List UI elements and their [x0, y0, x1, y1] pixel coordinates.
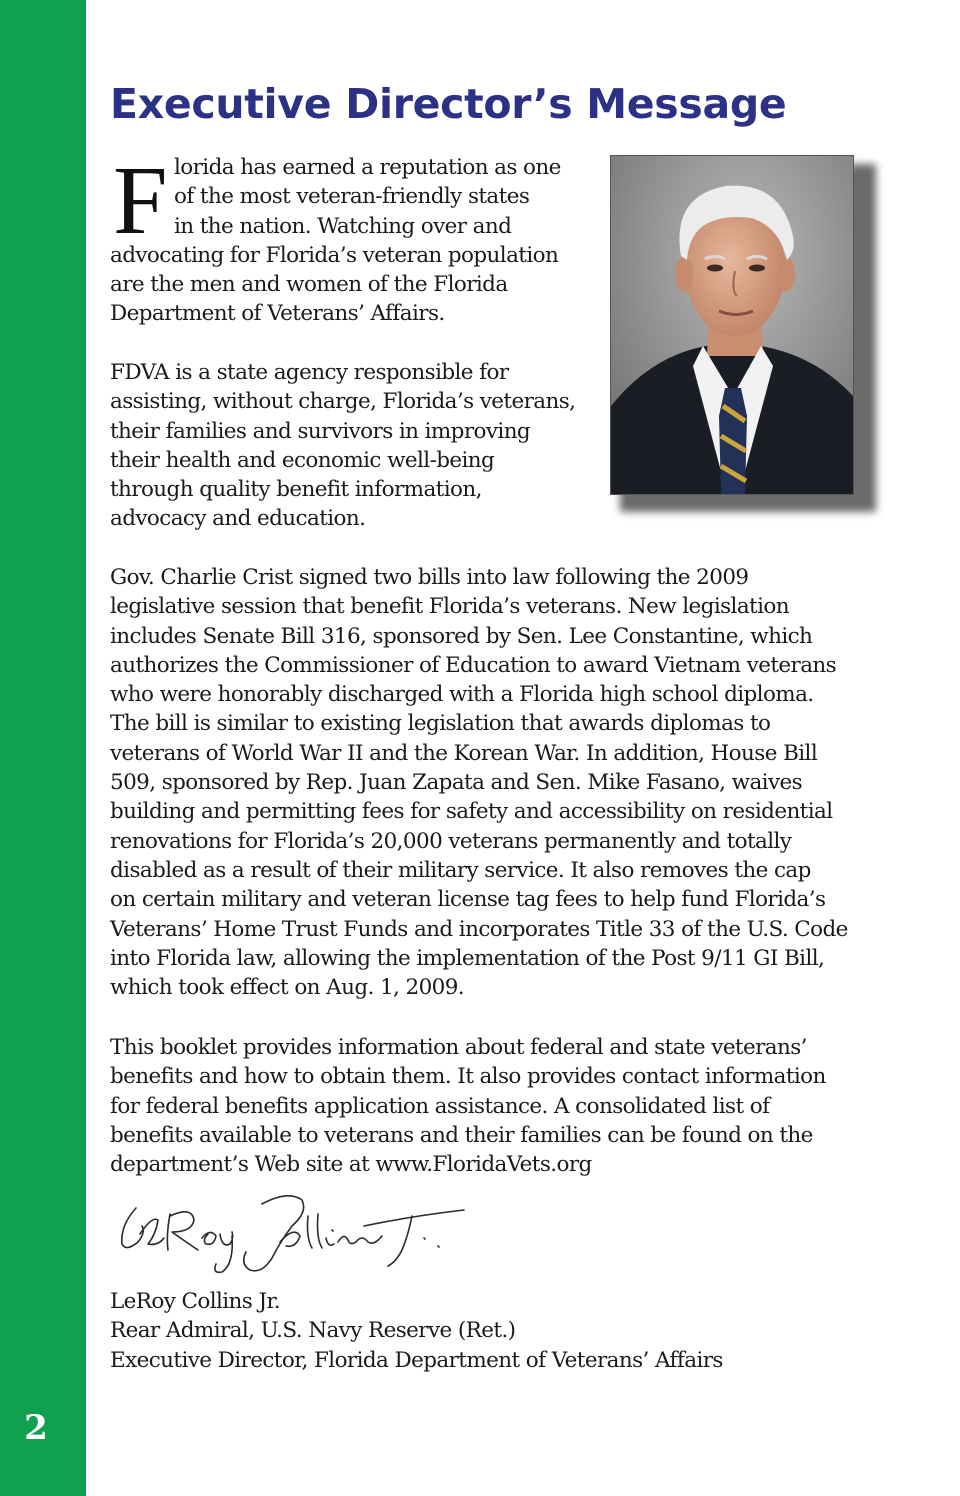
- paragraph-line: who were honorably discharged with a Florida high school diploma.: [110, 682, 814, 708]
- paragraph-line: authorizes the Commissioner of Education to award Vietnam veterans: [110, 652, 837, 678]
- paragraph-line: advocating for Florida’s veteran population: [110, 242, 559, 268]
- paragraph-line: benefits available to veterans and their families can be found on the: [110, 1122, 813, 1148]
- paragraph-line: 509, sponsored by Rep. Juan Zapata and Sen. Mike Fasano, waives: [110, 770, 803, 796]
- portrait-photo: [610, 155, 854, 495]
- paragraph-line: This booklet provides information about federal and state veterans’: [110, 1035, 807, 1060]
- paragraph-line: for federal benefits application assistance. A consolidated list of: [110, 1093, 770, 1119]
- paragraph-line: The bill is similar to existing legislation that awards diplomas to: [110, 711, 771, 737]
- paragraph-line: their families and survivors in improving: [110, 418, 531, 444]
- paragraph-line: building and permitting fees for safety and accessibility on residential: [110, 799, 833, 825]
- legislation-paragraph: [110, 563, 848, 1002]
- paragraph-line: on certain military and veteran license tag fees to help fund Florida’s: [110, 887, 826, 913]
- paragraph-line: in the nation. Watching over and: [174, 213, 512, 239]
- paragraph-line: are the men and women of the Florida: [110, 272, 508, 298]
- paragraph-line: into Florida law, allowing the implementation of the Post 9/11 GI Bill,: [110, 945, 825, 971]
- paragraph-line: department’s Web site at www.FloridaVets.org: [110, 1152, 592, 1178]
- paragraph-line: benefits and how to obtain them. It also provides contact information: [110, 1064, 826, 1090]
- booklet-paragraph: [110, 1033, 826, 1179]
- page-number: 2: [24, 1408, 48, 1448]
- paragraph-line: assisting, without charge, Florida’s veterans,: [110, 389, 576, 415]
- agency-paragraph: [110, 358, 575, 534]
- paragraph-line: Department of Veterans’ Affairs.: [110, 301, 445, 327]
- paragraph-line: advocacy and education.: [110, 506, 366, 532]
- paragraph-line: disabled as a result of their military service. It also removes the cap: [110, 857, 811, 883]
- paragraph-line: Gov. Charlie Crist signed two bills into law following the 2009: [110, 565, 749, 590]
- paragraph-line: renovations for Florida’s 20,000 veterans permanently and totally: [110, 828, 792, 854]
- paragraph-line: FDVA is a state agency responsible for: [110, 360, 509, 385]
- signer-rank: Rear Admiral, U.S. Navy Reserve (Ret.): [110, 1318, 516, 1344]
- side-accent-bar: [0, 0, 86, 1496]
- paragraph-line: through quality benefit information,: [110, 477, 482, 503]
- paragraph-line: of the most veteran-friendly states: [174, 184, 530, 210]
- intro-paragraph: [110, 147, 561, 329]
- handwritten-signature: [112, 1186, 472, 1278]
- page-title: Executive Director’s Message: [110, 80, 787, 128]
- signer-name: LeRoy Collins Jr.: [110, 1289, 281, 1314]
- signature-block: [110, 1287, 723, 1375]
- paragraph-line: which took effect on Aug. 1, 2009.: [110, 975, 465, 1001]
- paragraph-line: Veterans’ Home Trust Funds and incorporates Title 33 of the U.S. Code: [110, 916, 848, 942]
- paragraph-line: lorida has earned a reputation as one: [174, 155, 561, 180]
- paragraph-line: legislative session that benefit Florida’s veterans. New legislation: [110, 594, 789, 620]
- paragraph-line: includes Senate Bill 316, sponsored by Sen. Lee Constantine, which: [110, 623, 813, 649]
- signer-title: Executive Director, Florida Department of Veterans’ Affairs: [110, 1347, 723, 1373]
- drop-cap: F: [113, 147, 168, 255]
- paragraph-line: their health and economic well-being: [110, 447, 495, 473]
- paragraph-line: veterans of World War II and the Korean War. In addition, House Bill: [110, 740, 818, 766]
